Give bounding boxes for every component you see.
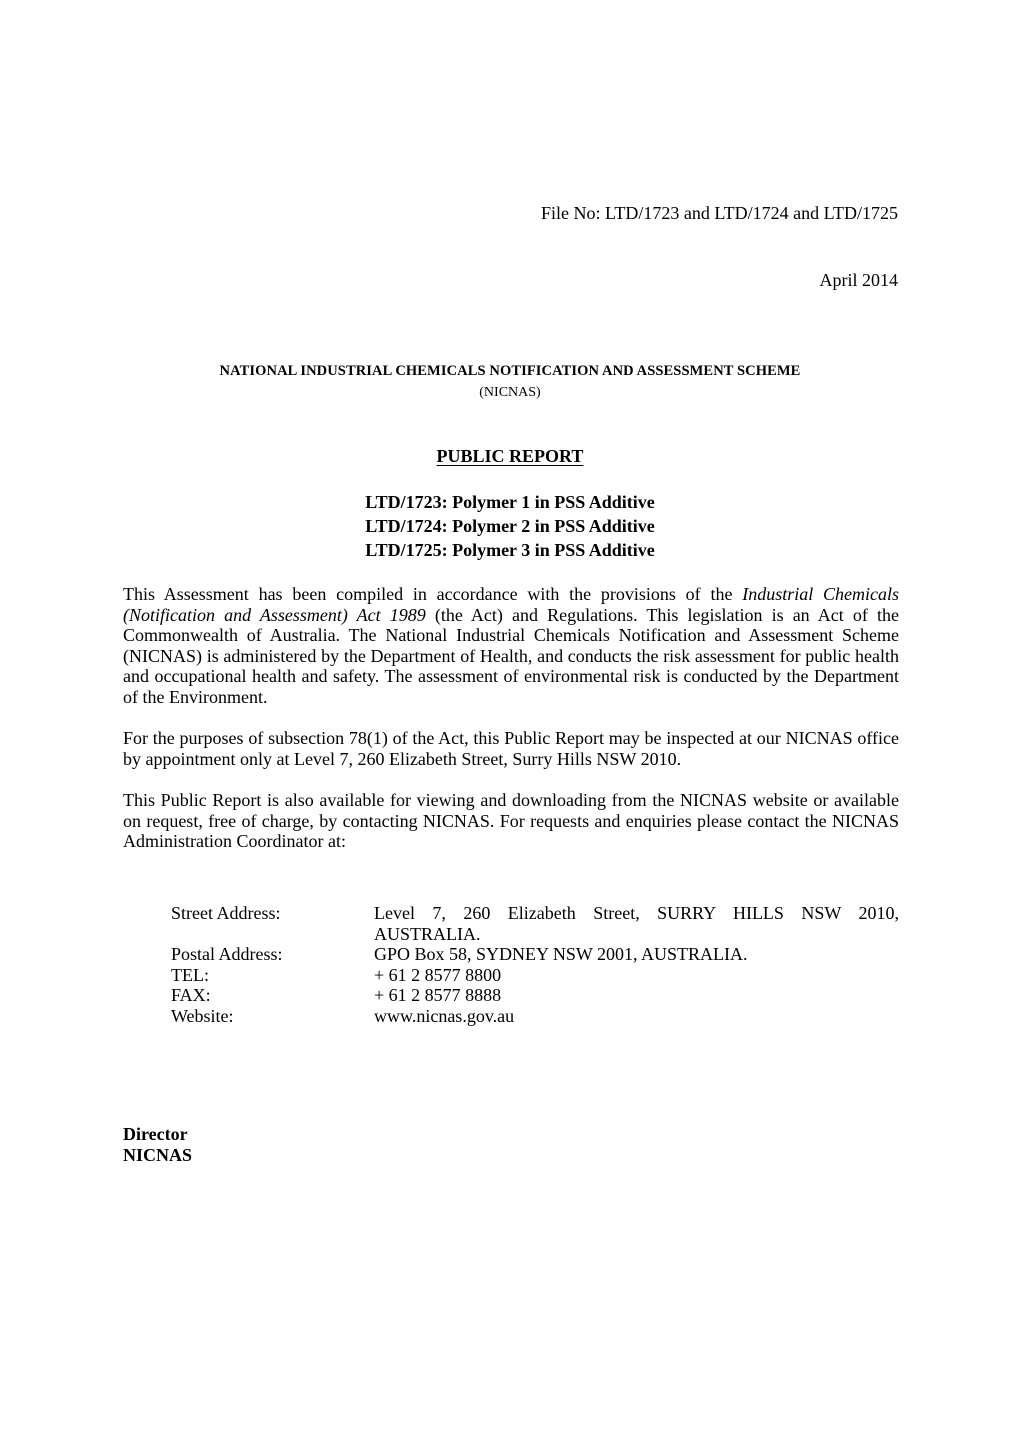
report-title-3: LTD/1725: Polymer 3 in PSS Additive bbox=[365, 540, 655, 560]
postal-address-value: GPO Box 58, SYDNEY NSW 2001, AUSTRALIA. bbox=[374, 944, 748, 964]
street-address-label: Street Address: bbox=[171, 903, 281, 923]
inspection-paragraph: For the purposes of subsection 78(1) of the Act, this Public Report may be inspected at our NICNAS office by appointment only at Level 7, 260 Elizabeth Street, Surry Hills NSW 2010. bbox=[123, 728, 899, 769]
assessment-text-end: (the Act) and Regulations. This legislation is an Act of the Commonwealth of Australia. The National Industrial Chemicals Notification and Assessment Scheme (NICNAS) is administered by the Department of Health, and conducts the risk assessment for public health and occupational health and safety. The assessment of environmental risk is conducted by the Department of the Environment. bbox=[123, 604, 899, 707]
report-titles bbox=[0, 490, 1020, 562]
fax-row bbox=[171, 985, 899, 1006]
street-address-value: Level 7, 260 Elizabeth Street, SURRY HILLS NSW 2010, AUSTRALIA. bbox=[374, 903, 899, 944]
agency-name: NATIONAL INDUSTRIAL CHEMICALS NOTIFICATION AND ASSESSMENT SCHEME bbox=[219, 363, 801, 379]
signature-block bbox=[123, 1124, 192, 1166]
postal-address-label: Postal Address: bbox=[171, 944, 283, 964]
postal-address-row bbox=[171, 944, 899, 965]
assessment-text-start: This Assessment has been compiled in accordance with the provisions of the bbox=[123, 584, 743, 604]
act-name: Industrial Chemicals (Notification and Assessment) Act 1989 bbox=[123, 584, 900, 625]
website-value: www.nicnas.gov.au bbox=[374, 1005, 515, 1026]
agency-abbreviation: (NICNAS) bbox=[479, 385, 541, 400]
website-row bbox=[171, 1006, 899, 1027]
signatory-title: Director bbox=[123, 1124, 188, 1144]
tel-row bbox=[171, 965, 899, 986]
assessment-paragraph bbox=[123, 584, 899, 707]
website-label: Website: bbox=[171, 1005, 234, 1026]
report-title-2: LTD/1724: Polymer 2 in PSS Additive bbox=[365, 516, 655, 536]
availability-paragraph: This Public Report is also available for viewing and downloading from the NICNAS website or available on request, free of charge, by contacting NICNAS. For requests and enquiries please contact the NICNAS Administration Coordinator at: bbox=[123, 790, 899, 851]
fax-label: FAX: bbox=[171, 985, 211, 1005]
signatory-organisation: NICNAS bbox=[123, 1145, 193, 1165]
report-date: April 2014 bbox=[819, 270, 898, 290]
public-report-heading: PUBLIC REPORT bbox=[436, 446, 584, 466]
tel-value: + 61 2 8577 8800 bbox=[374, 964, 502, 985]
street-address-row bbox=[171, 903, 899, 944]
contact-details bbox=[171, 903, 899, 1026]
fax-value: + 61 2 8577 8888 bbox=[374, 985, 502, 1005]
tel-label: TEL: bbox=[171, 964, 209, 985]
file-number: File No: LTD/1723 and LTD/1724 and LTD/1725 bbox=[541, 203, 898, 223]
report-title-1: LTD/1723: Polymer 1 in PSS Additive bbox=[365, 492, 655, 512]
